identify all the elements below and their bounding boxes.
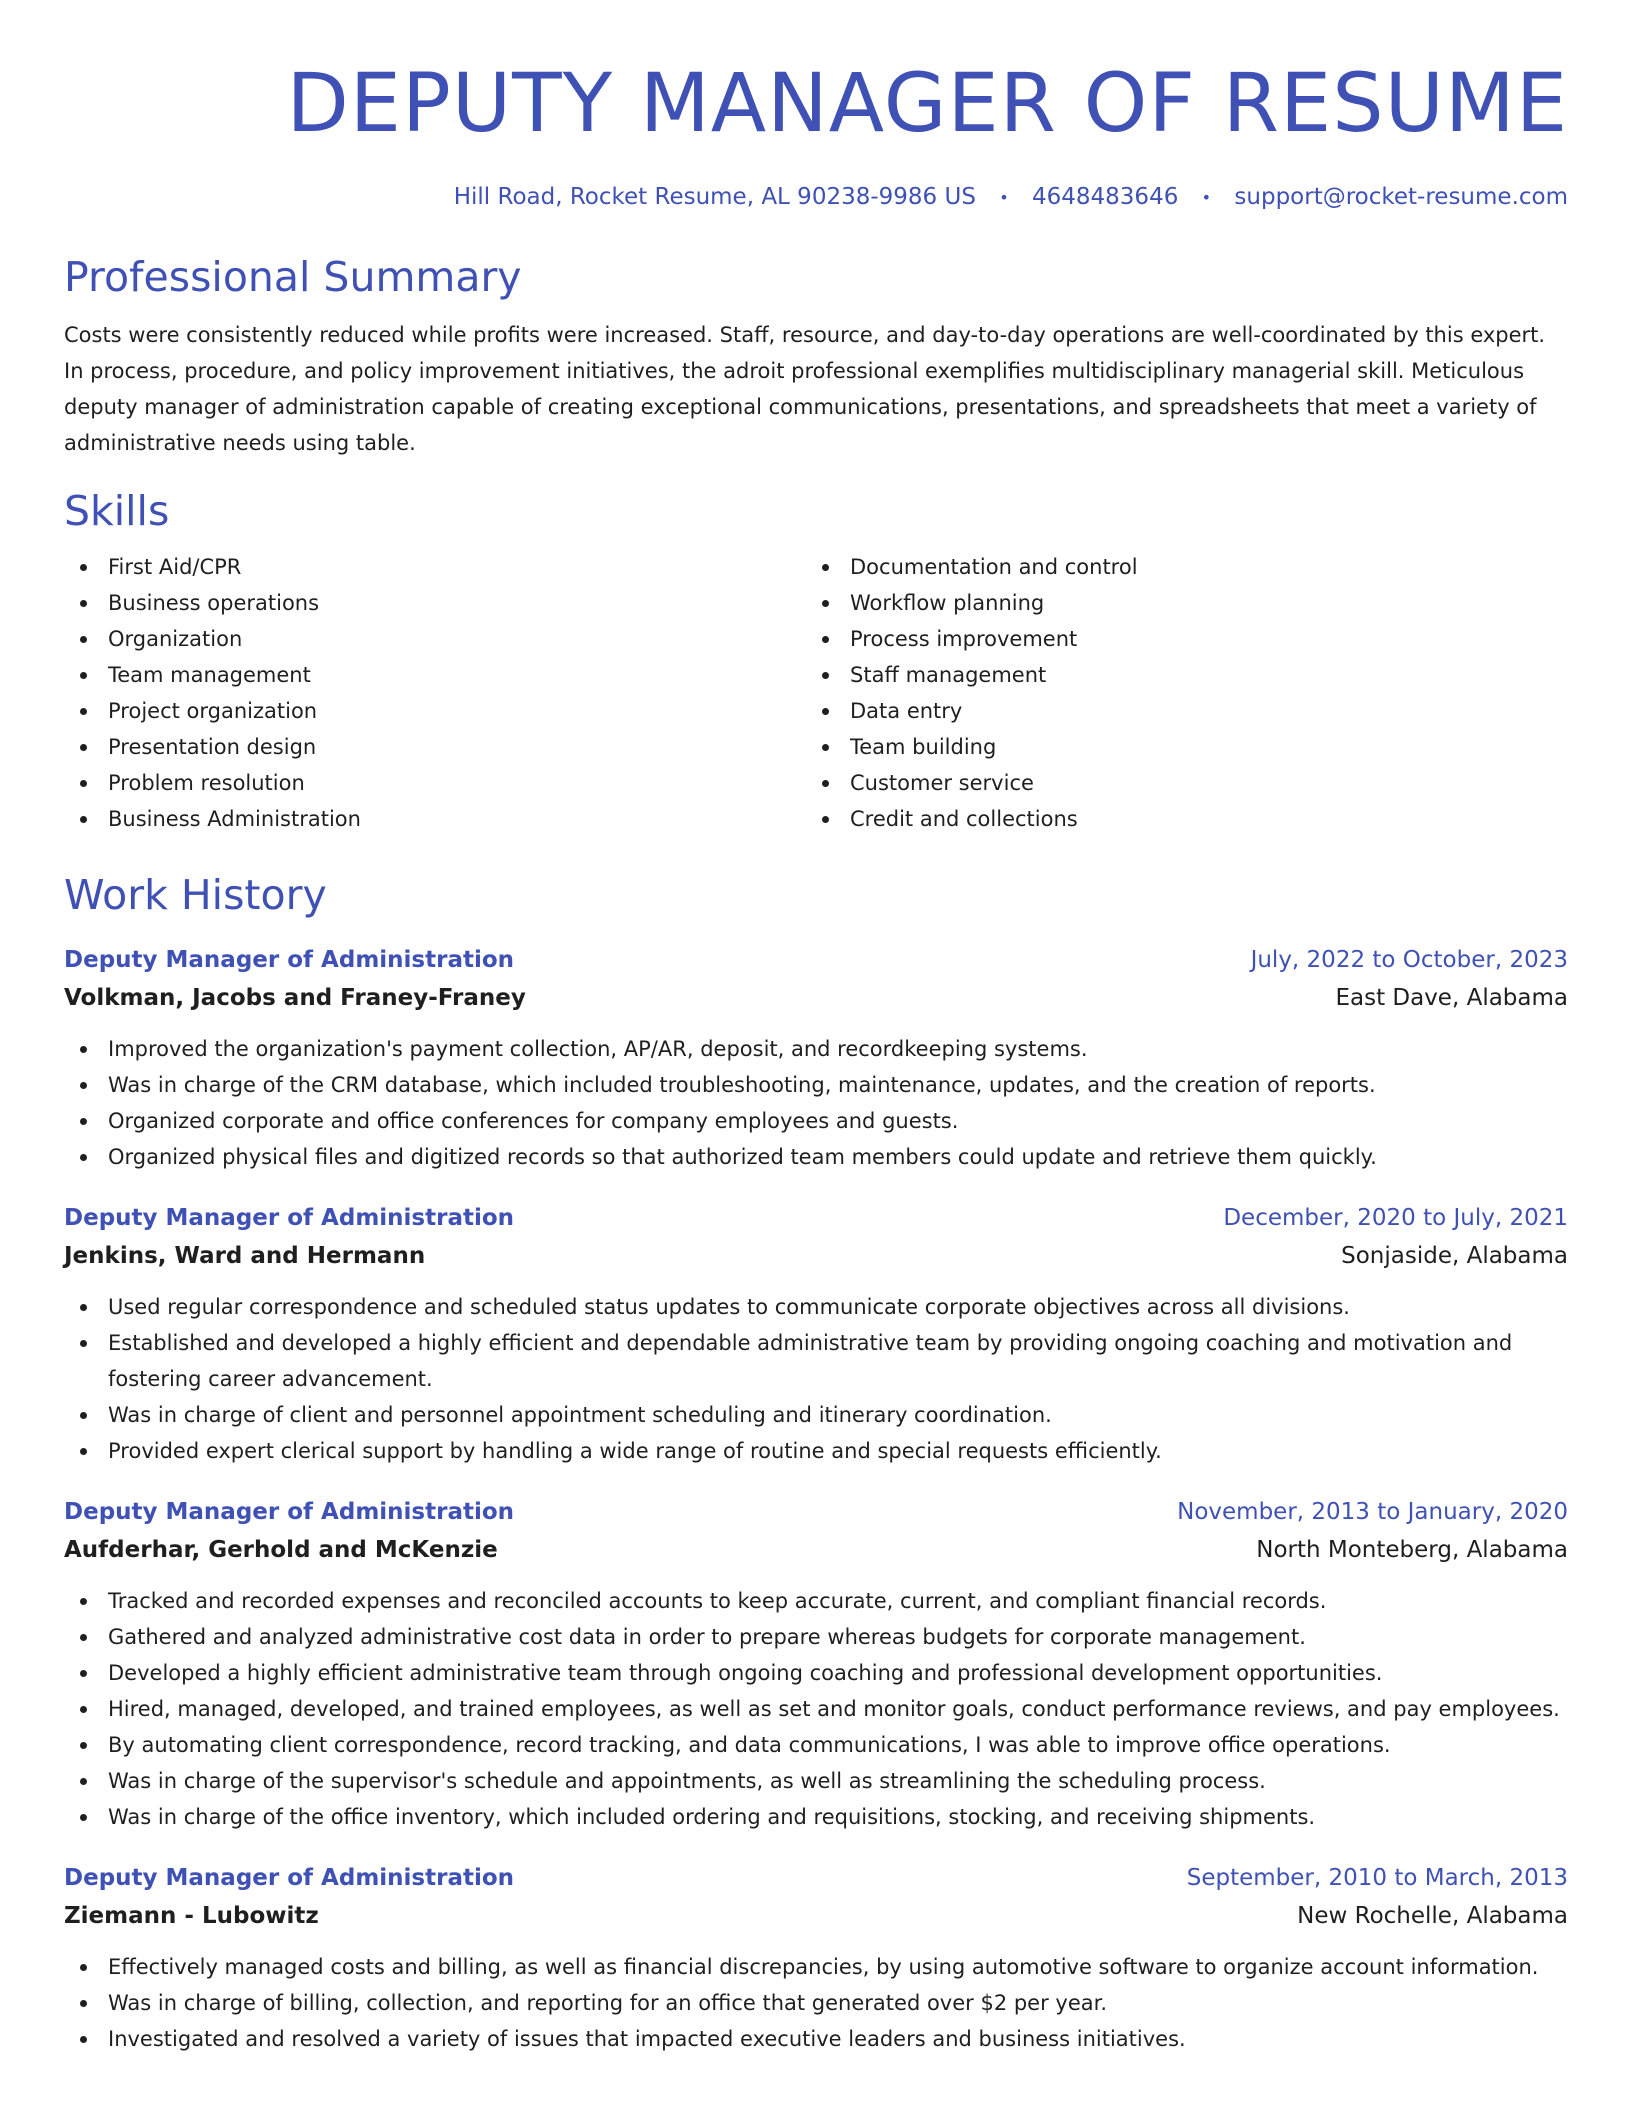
skill-item: Problem resolution	[64, 765, 806, 801]
contact-phone[interactable]: 4648483646	[1032, 184, 1179, 210]
skills-column-right	[806, 549, 1548, 837]
job-company: Volkman, Jacobs and Franey-Franey	[64, 984, 526, 1011]
job-company-row	[64, 1237, 1568, 1275]
skill-item: Documentation and control	[806, 549, 1548, 585]
job-duty-item: Improved the organization's payment collection, AP/AR, deposit, and recordkeeping systems.	[64, 1031, 1568, 1067]
job-entry	[64, 941, 1568, 1175]
skill-item: First Aid/CPR	[64, 549, 806, 585]
skill-item: Organization	[64, 621, 806, 657]
job-duty-item: Gathered and analyzed administrative cost data in order to prepare whereas budgets for corporate management.	[64, 1619, 1568, 1655]
job-duty-item: Effectively managed costs and billing, as well as financial discrepancies, by using automotive software to organize account information.	[64, 1949, 1568, 1985]
contact-separator: •	[999, 187, 1009, 207]
job-company-row	[64, 1531, 1568, 1569]
job-company: Aufderhar, Gerhold and McKenzie	[64, 1536, 498, 1563]
skill-item: Credit and collections	[806, 801, 1548, 837]
skills-column-left	[64, 549, 806, 837]
job-company: Jenkins, Ward and Hermann	[64, 1242, 426, 1269]
job-duty-item: Developed a highly efficient administrative team through ongoing coaching and professional development opportunities.	[64, 1655, 1568, 1691]
job-duty-item: Organized physical files and digitized records so that authorized team members could update and retrieve them quickly.	[64, 1139, 1568, 1175]
job-entry	[64, 1493, 1568, 1835]
skill-item: Data entry	[806, 693, 1548, 729]
job-duty-item: Was in charge of billing, collection, and reporting for an office that generated over $2 per year.	[64, 1985, 1568, 2021]
skills-heading: Skills	[64, 486, 170, 535]
contact-address: Hill Road, Rocket Resume, AL 90238-9986 US	[453, 184, 976, 210]
skill-item: Business operations	[64, 585, 806, 621]
skill-item: Staff management	[806, 657, 1548, 693]
summary-heading: Professional Summary	[64, 252, 522, 301]
job-duty-item: Was in charge of the office inventory, which included ordering and requisitions, stocking, and receiving shipments.	[64, 1799, 1568, 1835]
skill-item: Team management	[64, 657, 806, 693]
job-dates: December, 2020 to July, 2021	[1223, 1204, 1568, 1231]
job-duty-item: Tracked and recorded expenses and reconciled accounts to keep accurate, current, and compliant financial records.	[64, 1583, 1568, 1619]
job-company-row	[64, 979, 1568, 1017]
summary-text: Costs were consistently reduced while profits were increased. Staff, resource, and day-to-day operations are well-coordinated by this expert. In process, procedure, and policy improvement initiatives, the adroit professional exemplifies multidisciplinary managerial skill. Meticulous deputy manager of administration capable of creating exceptional communications, presentations, and spreadsheets that meet a variety of administrative needs using table.	[64, 322, 1546, 455]
job-header-row	[64, 941, 1568, 979]
job-duty-item: Established and developed a highly efficient and dependable administrative team by providing ongoing coaching and motivation and fostering career advancement.	[64, 1325, 1568, 1397]
job-entry	[64, 1859, 1568, 2057]
job-duty-item: Hired, managed, developed, and trained employees, as well as set and monitor goals, conduct performance reviews, and pay employees.	[64, 1691, 1568, 1727]
job-duty-item: Was in charge of the supervisor's schedule and appointments, as well as streamlining the scheduling process.	[64, 1763, 1568, 1799]
job-duty-item: Was in charge of the CRM database, which included troubleshooting, maintenance, updates, and the creation of reports.	[64, 1067, 1568, 1103]
job-duties	[64, 1583, 1568, 1835]
job-duty-item: Used regular correspondence and scheduled status updates to communicate corporate objectives across all divisions.	[64, 1289, 1568, 1325]
job-location: East Dave, Alabama	[1335, 984, 1568, 1011]
job-duty-item: Investigated and resolved a variety of issues that impacted executive leaders and business initiatives.	[64, 2021, 1568, 2057]
job-duties	[64, 1949, 1568, 2057]
job-title: Deputy Manager of Administration	[64, 1204, 515, 1231]
job-duties	[64, 1031, 1568, 1175]
job-header-row	[64, 1493, 1568, 1531]
job-dates: September, 2010 to March, 2013	[1186, 1864, 1568, 1891]
job-dates: July, 2022 to October, 2023	[1250, 946, 1568, 973]
job-duty-item: Organized corporate and office conferences for company employees and guests.	[64, 1103, 1568, 1139]
job-duty-item: Provided expert clerical support by handling a wide range of routine and special requests efficiently.	[64, 1433, 1568, 1469]
resume-name: DEPUTY MANAGER OF RESUME	[286, 57, 1568, 151]
job-location: Sonjaside, Alabama	[1341, 1242, 1568, 1269]
job-location: New Rochelle, Alabama	[1297, 1902, 1568, 1929]
skills-list	[64, 549, 1568, 837]
contact-email[interactable]: support@rocket-resume.com	[1234, 184, 1568, 210]
job-duties	[64, 1289, 1568, 1469]
job-title: Deputy Manager of Administration	[64, 1498, 515, 1525]
job-duty-item: By automating client correspondence, record tracking, and data communications, I was able to improve office operations.	[64, 1727, 1568, 1763]
job-dates: November, 2013 to January, 2020	[1177, 1498, 1568, 1525]
skill-item: Project organization	[64, 693, 806, 729]
work-history-heading: Work History	[64, 870, 327, 919]
job-title: Deputy Manager of Administration	[64, 1864, 515, 1891]
skill-item: Presentation design	[64, 729, 806, 765]
job-header-row	[64, 1859, 1568, 1897]
job-location: North Monteberg, Alabama	[1256, 1536, 1568, 1563]
job-company-row	[64, 1897, 1568, 1935]
job-title: Deputy Manager of Administration	[64, 946, 515, 973]
job-company: Ziemann - Lubowitz	[64, 1902, 319, 1929]
job-duty-item: Was in charge of client and personnel appointment scheduling and itinerary coordination.	[64, 1397, 1568, 1433]
skill-item: Process improvement	[806, 621, 1548, 657]
skill-item: Workflow planning	[806, 585, 1548, 621]
contact-separator: •	[1201, 187, 1212, 207]
job-header-row	[64, 1199, 1568, 1237]
skill-item: Business Administration	[64, 801, 806, 837]
skill-item: Customer service	[806, 765, 1548, 801]
contact-line	[64, 182, 1568, 213]
job-entry	[64, 1199, 1568, 1469]
skill-item: Team building	[806, 729, 1548, 765]
